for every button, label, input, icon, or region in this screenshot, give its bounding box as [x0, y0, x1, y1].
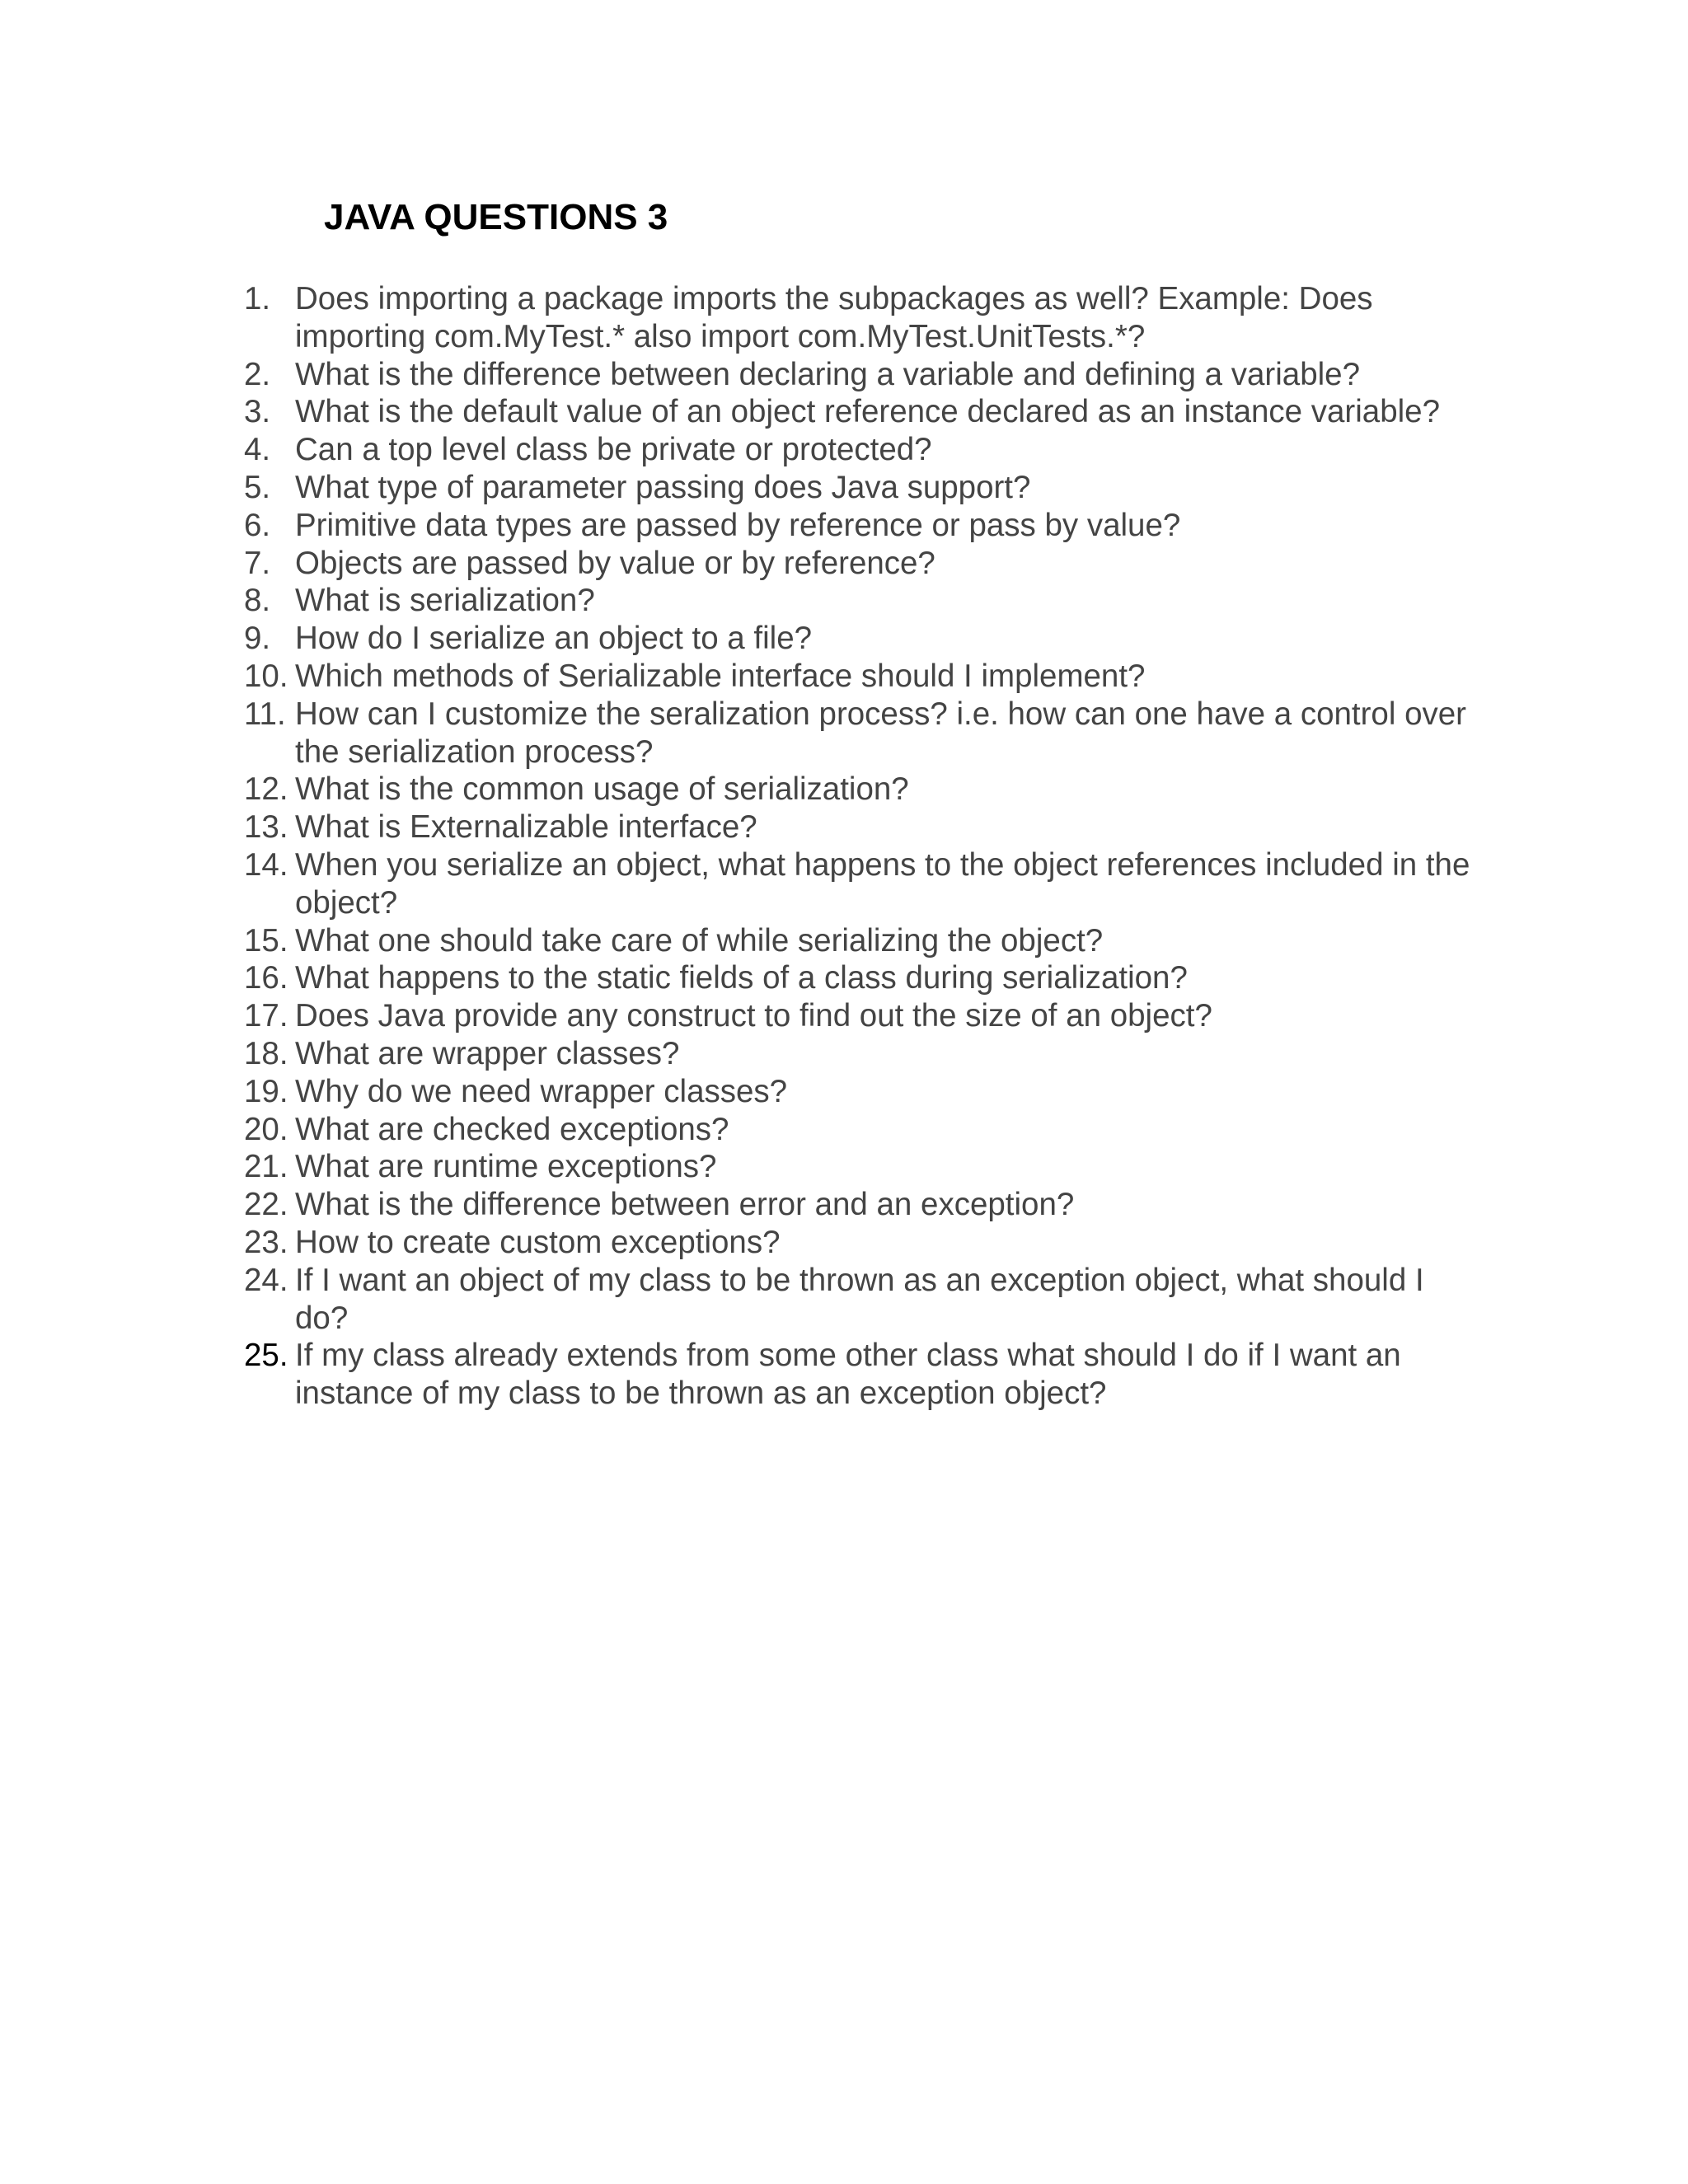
question-text: If my class already extends from some other class what should I do if I want an instance of my class to be thrown as an exception object?	[295, 1338, 1401, 1412]
question-list	[244, 280, 1480, 1413]
question-item	[244, 1035, 1480, 1073]
question-number: 4.	[244, 432, 271, 468]
question-item	[244, 280, 1480, 356]
question-number: 15.	[244, 922, 288, 958]
question-number: 22.	[244, 1187, 288, 1223]
question-item	[244, 620, 1480, 658]
question-item	[244, 1337, 1480, 1413]
question-item	[244, 808, 1480, 846]
question-item	[244, 1224, 1480, 1262]
question-text: What is serialization?	[295, 583, 595, 619]
question-number: 12.	[244, 771, 288, 808]
question-text: What is the common usage of serialization?	[295, 771, 909, 808]
question-item	[244, 1073, 1480, 1111]
question-text: How to create custom exceptions?	[295, 1224, 781, 1260]
question-number: 23.	[244, 1224, 288, 1260]
question-number: 6.	[244, 507, 271, 543]
question-number: 3.	[244, 394, 271, 430]
question-text: When you serialize an object, what happens to the object references included in the object?	[295, 846, 1470, 921]
question-number: 7.	[244, 545, 271, 581]
question-item	[244, 771, 1480, 808]
question-text: Does Java provide any construct to find out the size of an object?	[295, 998, 1212, 1034]
question-item	[244, 696, 1480, 771]
question-item	[244, 959, 1480, 997]
question-number: 17.	[244, 998, 288, 1034]
question-text: What is the difference between error and an exception?	[295, 1187, 1075, 1223]
question-text: What type of parameter passing does Java support?	[295, 469, 1031, 505]
question-text: Which methods of Serializable interface should I implement?	[295, 658, 1146, 694]
question-item	[244, 658, 1480, 696]
question-number: 1.	[244, 281, 271, 316]
question-number: 5.	[244, 469, 271, 505]
question-item	[244, 922, 1480, 960]
question-text: Does importing a package imports the subpackages as well? Example: Does importing com.MyTest.* also import com.MyTest.UnitTests.*?	[295, 281, 1373, 354]
question-item	[244, 1148, 1480, 1186]
question-number: 11.	[244, 696, 286, 732]
question-number: 14.	[244, 846, 288, 883]
question-item	[244, 431, 1480, 469]
question-text: Why do we need wrapper classes?	[295, 1073, 788, 1109]
question-text: What are runtime exceptions?	[295, 1149, 717, 1185]
question-text: What are checked exceptions?	[295, 1111, 729, 1147]
question-text: What is Externalizable interface?	[295, 809, 757, 846]
question-text: What is the difference between declaring a variable and defining a variable?	[295, 356, 1361, 392]
question-number: 24.	[244, 1262, 288, 1298]
question-text: Objects are passed by value or by reference?	[295, 545, 935, 581]
question-text: If I want an object of my class to be thrown as an exception object, what should I do?	[295, 1262, 1424, 1336]
question-text: Can a top level class be private or protected?	[295, 432, 932, 468]
question-item	[244, 1262, 1480, 1338]
question-number: 19.	[244, 1073, 288, 1109]
question-text: What is the default value of an object reference declared as an instance variable?	[295, 394, 1440, 430]
question-number: 25.	[244, 1338, 288, 1374]
question-number: 20.	[244, 1111, 288, 1147]
question-number: 10.	[244, 658, 288, 694]
question-item	[244, 356, 1480, 394]
question-number: 21.	[244, 1149, 288, 1185]
question-text: How can I customize the seralization process? i.e. how can one have a control over the serialization process?	[295, 696, 1466, 770]
document-title: JAVA QUESTIONS 3	[324, 197, 668, 237]
question-text: What one should take care of while serializing the object?	[295, 922, 1104, 958]
question-item	[244, 545, 1480, 583]
question-text: What happens to the static fields of a class during serialization?	[295, 960, 1188, 996]
question-item	[244, 1111, 1480, 1149]
question-item	[244, 582, 1480, 620]
question-number: 2.	[244, 356, 271, 392]
question-item	[244, 997, 1480, 1035]
question-number: 18.	[244, 1035, 288, 1071]
question-text: Primitive data types are passed by reference or pass by value?	[295, 507, 1181, 543]
question-number: 8.	[244, 583, 271, 619]
question-item	[244, 1186, 1480, 1224]
question-item	[244, 393, 1480, 431]
question-number: 16.	[244, 960, 288, 996]
question-text: What are wrapper classes?	[295, 1035, 680, 1071]
question-item	[244, 507, 1480, 545]
question-number: 9.	[244, 621, 271, 657]
question-item	[244, 469, 1480, 507]
question-text: How do I serialize an object to a file?	[295, 621, 813, 657]
question-item	[244, 846, 1480, 922]
question-number: 13.	[244, 809, 288, 846]
